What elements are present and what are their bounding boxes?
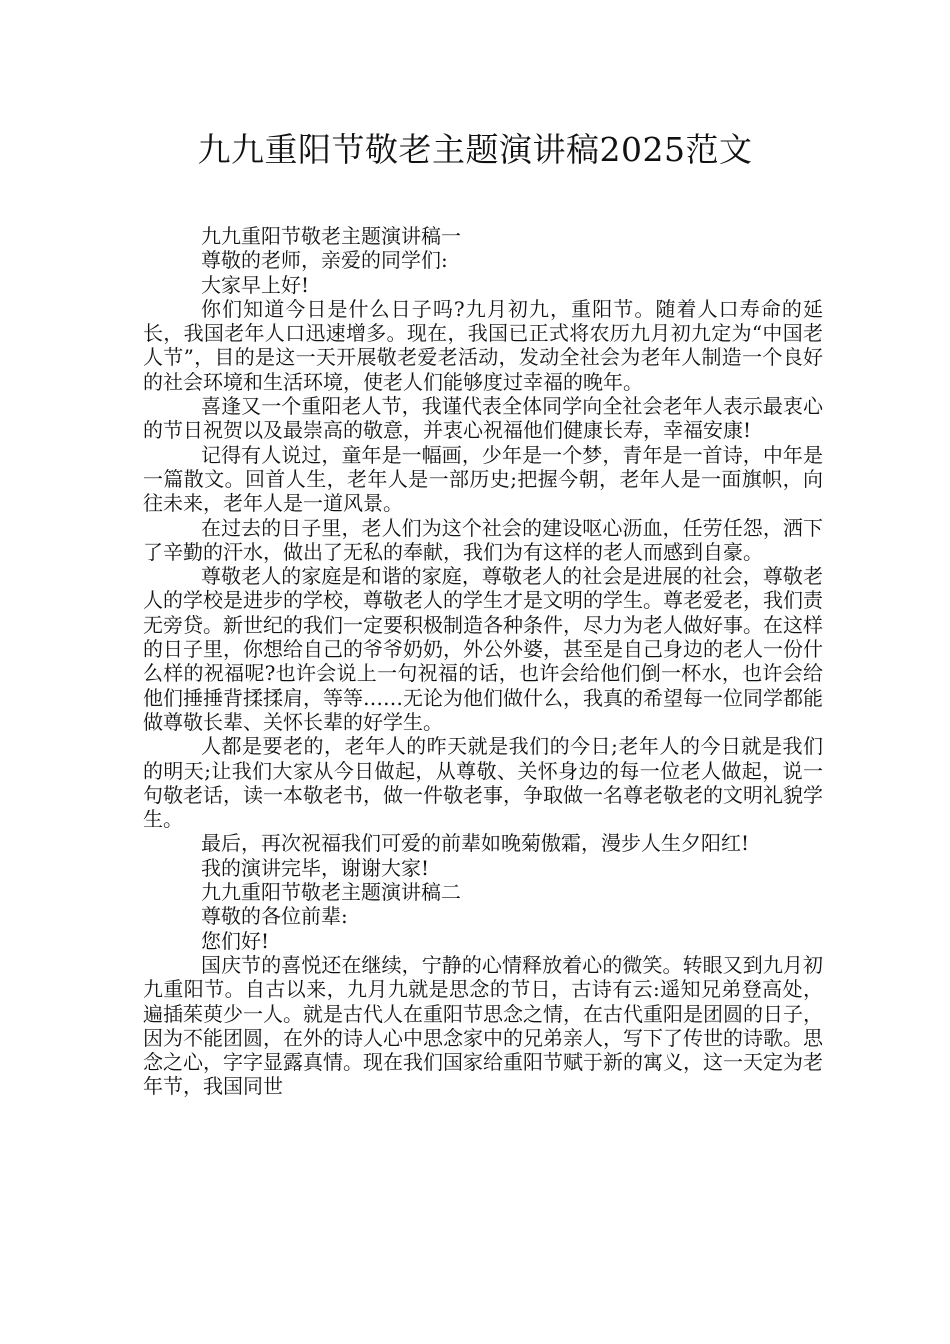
salutation-1: 尊敬的老师，亲爱的同学们: (201, 248, 448, 273)
document-title: 九九重阳节敬老主题演讲稿2025范文 (197, 130, 753, 169)
body-paragraph: 国庆节的喜悦还在继续，宁静的心情释放着心的微笑。转眼又到九月初九重阳节。自古以来，九月九就是思念的节日，古诗有云:遥知兄弟登高处，遍插茱萸少一人。就是古代人在重阳节思念之情，在古代重阳是团圆的日子，因为不能团圆，在外的诗人心中思念家中的兄弟亲人，写下了传世的诗歌。思念之心，字字显露真情。现在我们国家给重阳节赋于新的寓义，这一天定为老年节，我国同世 (143, 952, 823, 1099)
body-paragraph: 喜逢又一个重阳老人节，我谨代表全体同学向全社会老年人表示最衷心的节日祝贺以及最崇高的敬意，并衷心祝福他们健康长寿，幸福安康! (143, 394, 823, 443)
closing-paragraph: 最后，再次祝福我们可爱的前辈如晚菊傲霜，漫步人生夕阳红! (201, 831, 750, 856)
body-paragraph: 记得有人说过，童年是一幅画，少年是一个梦，青年是一首诗，中年是一篇散文。回首人生，老年人是一部历史;把握今朝，老年人是一面旗帜，向往未来，老年人是一道风景。 (143, 442, 823, 516)
closing-thanks: 我的演讲完毕，谢谢大家! (201, 855, 430, 880)
section-heading-1: 九九重阳节敬老主题演讲稿一 (201, 224, 461, 248)
document-body (143, 224, 823, 1099)
body-paragraph: 人都是要老的，老年人的昨天就是我们的今日;老年人的今日就是我们的明天;让我们大家从今日做起，从尊敬、关怀身边的每一位老人做起，说一句敬老话，读一本敬老书，做一件敬老事，争取做一名尊老敬老的文明礼貌学生。 (143, 734, 823, 832)
salutation-2: 尊敬的各位前辈: (201, 904, 348, 929)
greeting-1: 大家早上好! (201, 272, 310, 297)
body-paragraph: 尊敬老人的家庭是和谐的家庭，尊敬老人的社会是进展的社会，尊敬老人的学校是进步的学校，尊敬老人的学生才是文明的学生。尊老爱老，我们责无旁贷。新世纪的我们一定要积极制造各种条件，尽力为老人做好事。在这样的日子里，你想给自己的爷爷奶奶，外公外婆，甚至是自己身边的老人一份什么样的祝福呢?也许会说上一句祝福的话，也许会给他们倒一杯水，也许会给他们捶捶背揉揉肩，等等……无论为他们做什么，我真的希望每一位同学都能做尊敬长辈、关怀长辈的好学生。 (143, 564, 823, 734)
section-heading-2: 九九重阳节敬老主题演讲稿二 (201, 880, 461, 905)
body-paragraph: 在过去的日子里，老人们为这个社会的建设呕心沥血，任劳任怨，洒下了辛勤的汗水，做出了无私的奉献，我们为有这样的老人而感到自豪。 (143, 515, 823, 564)
greeting-2: 您们好! (201, 928, 270, 953)
body-paragraph: 你们知道今日是什么日子吗?九月初九，重阳节。随着人口寿命的延长，我国老年人口迅速增多。现在，我国已正式将农历九月初九定为“中国老人节”，目的是这一天开展敬老爱老活动，发动全社会为老年人制造一个良好的社会环境和生活环境，使老人们能够度过幸福的晚年。 (143, 296, 823, 394)
